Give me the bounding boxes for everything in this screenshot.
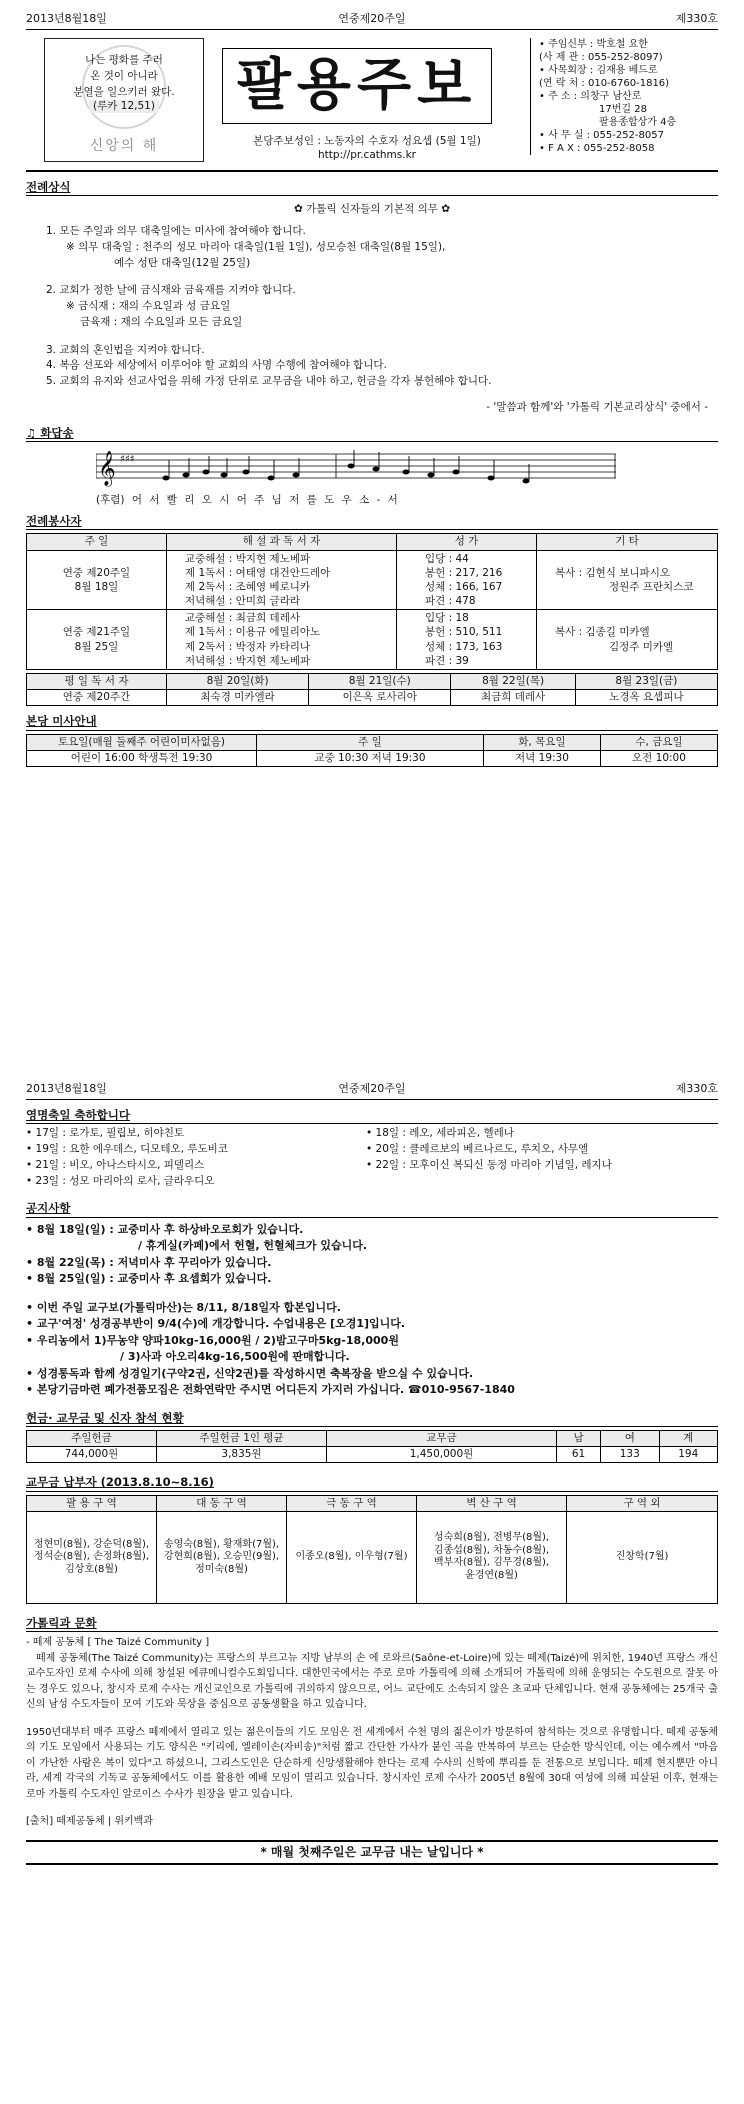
table-row: [27, 610, 718, 670]
culture-paragraph: 1950년대부터 매주 프랑스 떼제에서 열리고 있는 젊은이들의 기도 모임은 전 세계에서 수천 명의 젊은이가 방문하여 참석하는 것으로 유명합니다. 떼제 공동체의 기도 모임에서 사용되는 기도 양식은 "키리에, 엘레이손(자비송)"처럼 짧고 간단한 가사가 붙인 곡을 반복하여 부르는 단순한 방식인데, 이는 예수께서 "마음이 가난한 사람은 복이 있다"고 하셨으니, 그리스도인은 단순하게 신앙생활해야 한다는 로제 수사의 신학에 뿌리를 둔 전통으로 보입니다. 떼제 현지뿐만 아니라, 세계 각국의 기독교 공동체에서도 이를 활용한 예배 모임이 열리고 있습니다. 창시자인 로제 수사가 2005년 8월에 30대 여성에 의해 피살된 이후, 현재는 로마 가톨릭 수도자인 알로이스 수사가 원장을 맡고 있습니다.: [26, 1726, 718, 1800]
bulletin-title: 팔용주보: [222, 48, 492, 124]
parish-url[interactable]: http://pr.cathms.kr: [318, 149, 416, 162]
list-item: • 22일 : 모후이신 복되신 동정 마리아 기념일, 레지나: [366, 1158, 612, 1171]
readers-cell: 교중해설 : 최금희 데레사 제 1독서 : 이용규 에밀리아노 제 2독서 : 박정자 카타리나 저녁해설 : 박지현 제노베파: [167, 610, 397, 670]
scripture-verse: [45, 53, 203, 113]
dues-reminder-footer: * 매월 첫째주일은 교무금 내는 날입니다 *: [26, 1840, 718, 1865]
name-day-section: [26, 1108, 718, 1189]
verse-reference: (루카 12,51): [89, 100, 159, 113]
notice-item: • 교구'여정' 성경공부반이 9/4(수)에 개강합니다. 수업내용은 [오경1]입니다.: [26, 1317, 406, 1331]
table-cell: 오전 10:00: [600, 750, 717, 766]
column-header: 여: [601, 1431, 659, 1447]
table-cell: 최금희 데레사: [451, 690, 575, 706]
column-header: 주일헌금 1인 평균: [157, 1431, 327, 1447]
table-cell: 성숙희(8월), 전병무(8월), 김종섭(8월), 차동수(8월), 백부자(8월), 김무경(8월), 윤경연(8월): [417, 1511, 567, 1603]
list-item: • 18일 : 레오, 세라피온, 헬레나: [366, 1127, 514, 1140]
table-row: [27, 1447, 718, 1463]
table-cell: 연중 제20주간: [27, 690, 167, 706]
section-heading: 헌금· 교무금 및 신자 참석 현황: [26, 1411, 718, 1427]
contact-line: • 사목회장 : 김재용 베드로: [539, 65, 658, 76]
table-cell: 노경옥 요셉피나: [575, 690, 717, 706]
verse-box: [44, 38, 204, 162]
column-header: 주 일: [27, 534, 167, 550]
duty-note: 예수 성탄 대축일(12월 25일): [114, 256, 251, 269]
notice-item: • 이번 주일 교구보(가톨릭마산)는 8/11, 8/18일자 합본입니다.: [26, 1300, 341, 1314]
table-cell: 정현미(8월), 강순덕(8월), 정석순(8월), 손정화(8월), 김상호(8월): [27, 1511, 157, 1603]
notice-item: • 8월 25일(일) : 교중미사 후 요셉회가 있습니다.: [26, 1272, 272, 1286]
dues-payers-table: [26, 1495, 718, 1604]
notice-item: • 우리농에서 1)무농약 양파10kg-16,000원 / 2)밤고구마5kg-18,000원: [26, 1333, 399, 1347]
table-cell: 진창학(7월): [567, 1511, 718, 1603]
column-header: 8월 20일(화): [167, 673, 309, 689]
table-cell: 최숙경 미카엘라: [167, 690, 309, 706]
table-row: [27, 690, 718, 706]
column-header: 팔 용 구 역: [27, 1495, 157, 1511]
liturgy-knowledge-section: [26, 180, 718, 416]
year-of-faith-label: 신앙의 해: [89, 137, 159, 154]
offering-table: [26, 1430, 718, 1463]
column-header: 토요일(매월 둘째주 어린이미사없음): [27, 734, 257, 750]
section-heading: 본당 미사안내: [26, 714, 718, 730]
verse-line: 분열을 일으키러 왔다.: [73, 85, 175, 98]
notices-section: [26, 1201, 718, 1398]
page-two-header: [26, 1080, 718, 1100]
contact-line: • 사 무 실 : 055-252-8057: [539, 130, 664, 141]
culture-paragraph: 떼제 공동체(The Taizé Community)는 프랑스의 부르고뉴 지방 남부의 손 에 로와르(Saône-et-Loire)에 있는 떼제(Taizé)에 위치한, 1940년 프랑스 개신교수도자인 로제 수사에 의해 창설된 에큐메니컬수도회입니다. 대한민국에서는 주로 로마 가톨릭에 의해 소개되어 가톨릭에 의해 운영되는 수도원으로 잘못 아는 경우도 있으나, 창시자 로제 수사는 개신교인으로 가톨릭에 귀의하지 않으므로, 어느 교단에도 소속되지 않은 초교파 단체입니다. 현재 공동체에는 25개국 출신의 남성 수도자들이 모여 기도와 묵상을 중심으로 공동생활을 하고 있습니다.: [26, 1652, 718, 1711]
culture-subheading: - 떼제 공동체 [ The Taizé Community ]: [26, 1637, 210, 1649]
contact-line: 팔용종합상가 4층: [599, 117, 677, 128]
duties-list: [26, 224, 718, 390]
list-item: • 23일 : 성모 마리아의 로사, 글라우디오: [26, 1174, 215, 1187]
notice-item: • 본당기금마련 폐가전품모집은 전화연락만 주시면 어디든지 가지러 가십니다. ☎010-9567-1840: [26, 1383, 515, 1397]
patron-line: 본당주보성인 : 노동자의 수호자 성요셉 (5월 1일): [253, 135, 481, 147]
section-heading: 전례상식: [26, 180, 718, 196]
contact-line: (사 제 관 : 055-252-8097): [539, 52, 663, 63]
list-item: • 19일 : 요한 에우데스, 디모테오, 루도비코: [26, 1143, 228, 1156]
column-header: 교무금: [327, 1431, 557, 1447]
section-heading: 전례봉사자: [26, 514, 718, 530]
sunday-cell: 연중 제20주일 8월 18일: [27, 550, 167, 610]
column-header: 대 동 구 역: [157, 1495, 287, 1511]
column-header: 주 일: [257, 734, 484, 750]
table-cell: 194: [659, 1447, 717, 1463]
bulletin-date: 2013년8월18일: [26, 12, 107, 25]
notice-item: / 휴게실(카페)에서 헌혈, 헌혈체크가 있습니다.: [138, 1239, 368, 1253]
name-day-list: [26, 1126, 718, 1189]
sunday-cell: 연중 제21주일 8월 25일: [27, 610, 167, 670]
column-header: 구 역 외: [567, 1495, 718, 1511]
duty-note: ※ 의무 대축일 : 천주의 성모 마리아 대축일(1월 1일), 성모승천 대축일(8월 15일),: [66, 240, 446, 253]
contact-line: • F A X : 055-252-8058: [539, 143, 655, 154]
notice-item: • 8월 18일(일) : 교중미사 후 하상바오로회가 있습니다.: [26, 1222, 304, 1236]
table-cell: 교중 10:30 저녁 19:30: [257, 750, 484, 766]
column-header: 8월 23일(금): [575, 673, 717, 689]
psalm-lyrics: (후렴) 어 서 빨 리 오 시 어 주 님 저 를 도 우 소 - 서: [96, 494, 398, 506]
contact-line: (연 락 처 : 010-6760-1816): [539, 78, 670, 89]
svg-text:𝄞: 𝄞: [98, 451, 116, 486]
table-cell: 송영숙(8월), 황재화(7월), 강현희(8월), 오승민(9월), 정미숙(8월): [157, 1511, 287, 1603]
section-subtitle: ✿ 가톨릭 신자들의 기본적 의무 ✿: [294, 203, 450, 216]
duty-note: 금육재 : 재의 수요일과 모든 금요일: [80, 315, 243, 328]
dues-payers-section: [26, 1475, 718, 1604]
notice-item: • 8월 22일(목) : 저녁미사 후 꾸리아가 있습니다.: [26, 1255, 272, 1269]
section-heading: 가톨릭과 문화: [26, 1616, 718, 1632]
other-cell: 복사 : 김종길 미카엘 김정주 미카엘: [537, 610, 718, 670]
column-header: 수, 금요일: [600, 734, 717, 750]
servers-table: [26, 533, 718, 670]
culture-source: [출처] 떼제공동체 | 위키백과: [26, 1816, 153, 1828]
music-staff: [26, 448, 718, 508]
page-one: [26, 10, 718, 990]
column-header: 기 타: [537, 534, 718, 550]
contact-line: 17번길 28: [599, 104, 647, 115]
other-cell: 복사 : 김현식 보니파시오 정원주 프란치스코: [537, 550, 718, 610]
table-cell: 3,835원: [157, 1447, 327, 1463]
notices-list: [26, 1222, 718, 1399]
contact-line: • 주임신부 : 박호철 요한: [539, 39, 648, 50]
column-header: 성 가: [397, 534, 537, 550]
column-header: 계: [659, 1431, 717, 1447]
table-cell: 이은옥 로사리아: [309, 690, 451, 706]
duty-item: 3. 교회의 혼인법을 지켜야 합니다.: [46, 343, 205, 356]
column-header: 극 동 구 역: [287, 1495, 417, 1511]
column-header: 남: [557, 1431, 601, 1447]
table-cell: 133: [601, 1447, 659, 1463]
notice-item: / 3)사과 아오리4kg-16,500원에 판매합니다.: [120, 1350, 350, 1364]
weekday-readers-table: [26, 673, 718, 706]
catholic-culture-section: [26, 1616, 718, 1830]
responsorial-psalm-section: [26, 426, 718, 508]
column-header: 벽 산 구 역: [417, 1495, 567, 1511]
hymns-cell: 입당 : 44 봉헌 : 217, 216 성체 : 166, 167 파견 : 478: [397, 550, 537, 610]
page-two: [26, 1080, 718, 2090]
table-header-row: [27, 534, 718, 550]
table-cell: 어린이 16:00 학생특전 19:30: [27, 750, 257, 766]
hymns-cell: 입당 : 18 봉헌 : 510, 511 성체 : 173, 163 파견 : 39: [397, 610, 537, 670]
table-header-row: [27, 734, 718, 750]
column-header: 평 일 독 서 자: [27, 673, 167, 689]
parish-contact-info: [530, 38, 718, 155]
issue-number: 제330호: [675, 12, 718, 25]
liturgical-occasion: 연중제20주일: [338, 1082, 406, 1095]
svg-text:♯♯♯: ♯♯♯: [120, 454, 135, 465]
table-cell: 744,000원: [27, 1447, 157, 1463]
duty-item: 5. 교회의 유지와 선교사업을 위해 가정 단위로 교무금을 내야 하고, 헌금을 각자 봉헌해야 합니다.: [46, 375, 492, 388]
duty-item: 1. 모든 주일과 의무 대축일에는 미사에 참여해야 합니다.: [46, 225, 306, 238]
bulletin-date: 2013년8월18일: [26, 1082, 107, 1095]
table-cell: 61: [557, 1447, 601, 1463]
table-header-row: [27, 673, 718, 689]
table-row: [27, 750, 718, 766]
verse-line: 나는 평화를 주러: [85, 54, 163, 66]
section-heading: 교무금 납부자 (2013.8.10~8.16): [26, 1475, 718, 1491]
table-header-row: [27, 1431, 718, 1447]
table-cell: 1,450,000원: [327, 1447, 557, 1463]
readers-cell: 교중해설 : 박지현 제노베파 제 1독서 : 여태영 대건안드레아 제 2독서 : 조혜영 베로니카 저녁해설 : 안미희 글라라: [167, 550, 397, 610]
page-one-header: [26, 10, 718, 30]
list-item: • 17일 : 로가토, 필립보, 히야친토: [26, 1127, 185, 1140]
table-header-row: [27, 1495, 718, 1511]
list-item: • 20일 : 클레르보의 베르나르도, 루치오, 사무엘: [366, 1143, 589, 1156]
contact-line: • 주 소 : 의창구 남산로: [539, 91, 642, 102]
liturgy-servers-section: [26, 514, 718, 706]
duty-item: 4. 복음 선포와 세상에서 이루어야 할 교회의 사명 수행에 참여해야 합니다.: [46, 359, 387, 372]
table-cell: 이종오(8월), 이우형(7월): [287, 1511, 417, 1603]
duty-item: 2. 교회가 정한 날에 금식재와 금육재를 지켜야 합니다.: [46, 284, 296, 297]
table-row: [27, 550, 718, 610]
column-header: 8월 21일(수): [309, 673, 451, 689]
verse-line: 온 것이 아니라: [90, 69, 158, 82]
issue-number: 제330호: [675, 1082, 718, 1095]
section-heading: ♫ 화답송: [26, 426, 718, 442]
duty-note: ※ 금식재 : 재의 수요일과 성 금요일: [66, 300, 231, 313]
offering-section: [26, 1411, 718, 1464]
masthead: [26, 30, 718, 172]
column-header: 해 설 과 독 서 자: [167, 534, 397, 550]
table-cell: 저녁 19:30: [483, 750, 600, 766]
mass-schedule-table: [26, 734, 718, 767]
section-heading: 영명축일 축하합니다: [26, 1108, 718, 1124]
music-notation-icon: [96, 448, 616, 492]
section-heading: 공지사항: [26, 1201, 718, 1217]
section-source: - '말씀과 함께'와 '가톨릭 기본교리상식' 중에서 -: [486, 400, 708, 413]
table-row: [27, 1511, 718, 1603]
name-day-column: [26, 1126, 366, 1189]
list-item: • 21일 : 비오, 아나스타시오, 피델리스: [26, 1158, 205, 1171]
mass-schedule-section: [26, 714, 718, 767]
liturgical-occasion: 연중제20주일: [338, 12, 406, 25]
name-day-column: [366, 1126, 718, 1189]
column-header: 8월 22일(목): [451, 673, 575, 689]
patron-info: [222, 134, 512, 162]
notice-item: • 성경통독과 함께 성경일기(구약2권, 신약2권)를 작성하시면 축복장을 받으실 수 있습니다.: [26, 1366, 474, 1380]
column-header: 주일헌금: [27, 1431, 157, 1447]
column-header: 화, 목요일: [483, 734, 600, 750]
